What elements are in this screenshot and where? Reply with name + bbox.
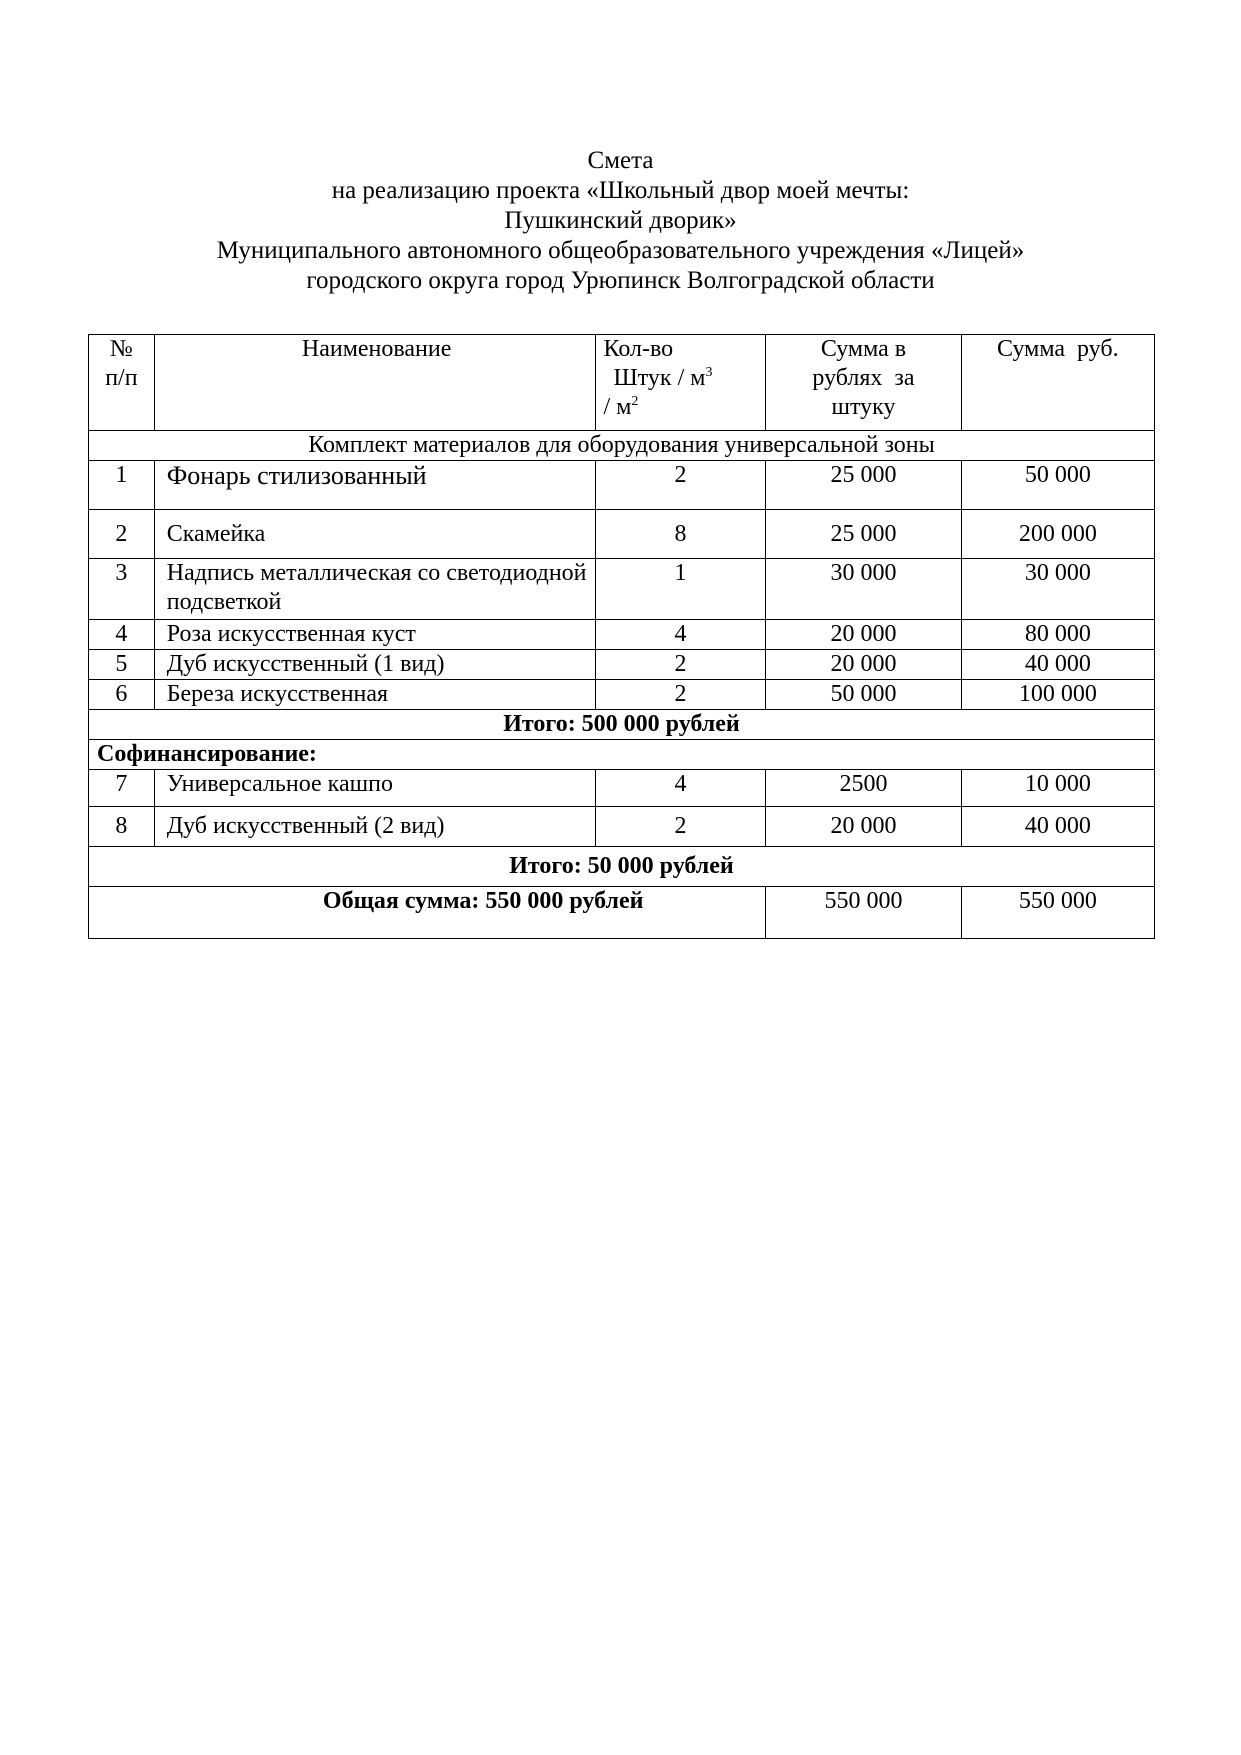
- subtotal-2: Итого: 50 000 рублей: [89, 847, 1155, 887]
- cell-num: 5: [89, 650, 155, 680]
- header-qty-line1: Кол-во: [603, 336, 674, 362]
- cell-num: 2: [89, 510, 155, 559]
- cell-sum: 40 000: [961, 807, 1154, 847]
- cell-num: 7: [89, 770, 155, 807]
- header-unit-line3: штуку: [831, 394, 896, 420]
- cell-name: Береза искусственная: [154, 680, 595, 710]
- cell-name: Надпись металлическая со светодиодной подсветкой: [154, 559, 595, 620]
- cell-name: Роза искусственная куст: [154, 620, 595, 650]
- cofinancing-title: Софинансирование:: [89, 740, 1155, 770]
- cell-num: 8: [89, 807, 155, 847]
- cell-unit-price: 25 000: [766, 510, 961, 559]
- section-title: Комплект материалов для оборудования универсальной зоны: [89, 431, 1155, 461]
- table-row: [89, 461, 1155, 510]
- cell-unit-price: 30 000: [766, 559, 961, 620]
- cell-unit-price: 25 000: [766, 461, 961, 510]
- cell-num: 1: [89, 461, 155, 510]
- cell-num: 4: [89, 620, 155, 650]
- header-qty-line2: [604, 364, 758, 393]
- header-line-2: на реализацию проекта «Школьный двор моей мечты:: [331, 177, 910, 204]
- header-qty: [595, 335, 766, 431]
- header-qty-unit1: Штук / м: [613, 365, 706, 391]
- cell-sum: 40 000: [961, 650, 1154, 680]
- header-qty-unit2: / м: [603, 394, 632, 420]
- table-header-row: [89, 335, 1155, 431]
- cell-qty: 4: [595, 770, 766, 807]
- estimate-table: [88, 334, 1155, 939]
- header-sum: Сумма руб.: [961, 335, 1154, 431]
- cell-sum: 30 000: [961, 559, 1154, 620]
- subtotal-row: [89, 710, 1155, 740]
- cell-sum: 80 000: [961, 620, 1154, 650]
- cell-qty: 4: [595, 620, 766, 650]
- cell-qty: 2: [595, 650, 766, 680]
- grand-total-row: [89, 887, 1155, 939]
- grand-total-unit: 550 000: [766, 887, 961, 939]
- header-qty-line3: [604, 393, 758, 422]
- cell-sum: 200 000: [961, 510, 1154, 559]
- cell-sum: 10 000: [961, 770, 1154, 807]
- cell-num: 3: [89, 559, 155, 620]
- table-row: [89, 559, 1155, 620]
- cell-unit-price: 2500: [766, 770, 961, 807]
- header-unit-line1: Сумма в: [820, 336, 907, 362]
- header-qty-sup2: 2: [631, 394, 639, 409]
- header-num: [89, 335, 155, 431]
- cell-qty: 2: [595, 680, 766, 710]
- table-row: [89, 620, 1155, 650]
- header-line-4: Муниципального автономного общеобразовательного учреждения «Лицей»: [216, 237, 1025, 264]
- subtotal-row: [89, 847, 1155, 887]
- cell-unit-price: 20 000: [766, 620, 961, 650]
- table-row: [89, 510, 1155, 559]
- cell-qty: 8: [595, 510, 766, 559]
- cell-qty: 1: [595, 559, 766, 620]
- header-qty-sup1: 3: [705, 365, 713, 380]
- cell-unit-price: 50 000: [766, 680, 961, 710]
- header-title: Смета: [587, 147, 654, 174]
- table-row: [89, 807, 1155, 847]
- cell-unit-price: 20 000: [766, 650, 961, 680]
- table-row: [89, 770, 1155, 807]
- cell-sum: 50 000: [961, 461, 1154, 510]
- cell-name: Фонарь стилизованный: [154, 461, 595, 510]
- header-unit-line2: рублях за: [812, 365, 915, 391]
- cell-qty: 2: [595, 461, 766, 510]
- section-row: [89, 431, 1155, 461]
- subtotal-1: Итого: 500 000 рублей: [89, 710, 1155, 740]
- header-unit-price: [766, 335, 961, 431]
- cell-unit-price: 20 000: [766, 807, 961, 847]
- table-row: [89, 650, 1155, 680]
- header-num-line1: №: [109, 336, 133, 362]
- cell-sum: 100 000: [961, 680, 1154, 710]
- cell-name: Скамейка: [154, 510, 595, 559]
- grand-total-label: Общая сумма: 550 000 рублей: [89, 887, 766, 939]
- cell-name: Дуб искусственный (1 вид): [154, 650, 595, 680]
- cell-qty: 2: [595, 807, 766, 847]
- document-header: [0, 146, 1241, 296]
- cell-num: 6: [89, 680, 155, 710]
- cell-name: Универсальное кашпо: [154, 770, 595, 807]
- grand-total-sum: 550 000: [961, 887, 1154, 939]
- header-line-5: городского округа город Урюпинск Волгоградской области: [306, 267, 935, 294]
- cell-name: Дуб искусственный (2 вид): [154, 807, 595, 847]
- header-name: Наименование: [154, 335, 595, 431]
- header-line-3: Пушкинский дворик»: [504, 207, 737, 234]
- section-row: [89, 740, 1155, 770]
- table-row: [89, 680, 1155, 710]
- header-num-line2: п/п: [105, 365, 138, 391]
